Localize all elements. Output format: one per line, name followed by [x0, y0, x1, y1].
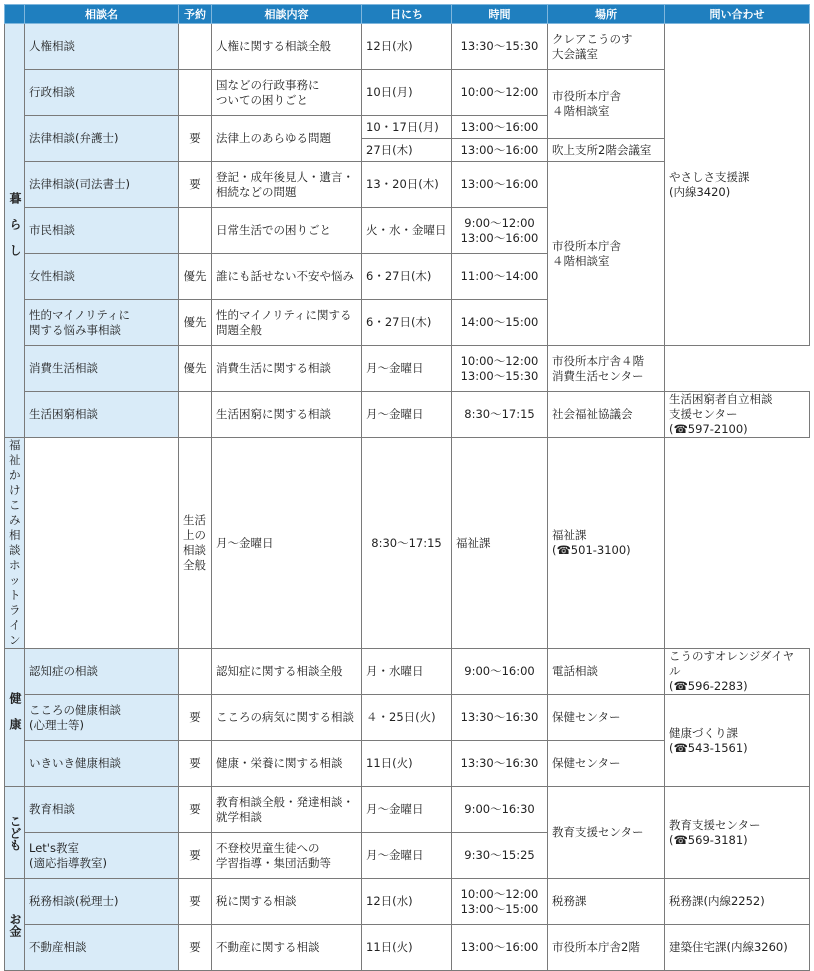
table-row	[5, 24, 810, 70]
content-cell: 生活困窮に関する相談	[212, 392, 362, 438]
date-cell: 10・17日(月)	[362, 116, 452, 139]
place-cell: 保健センター	[548, 741, 665, 787]
header-reservation: 予約	[179, 5, 212, 24]
consultation-name: 性的マイノリティに 関する悩み事相談	[25, 300, 179, 346]
contact-cell: 生活困窮者自立相談 支援センター (☎597-2100)	[665, 392, 810, 438]
category-life: 暮らし	[5, 24, 25, 438]
reservation-cell: 優先	[179, 346, 212, 392]
consultation-name: 不動産相談	[25, 925, 179, 971]
consultation-name: 福祉かけこみ相談 ホットライン	[5, 438, 25, 649]
content-cell: 性的マイノリティに関する 問題全般	[212, 300, 362, 346]
reservation-cell	[179, 70, 212, 116]
content-cell: 消費生活に関する相談	[212, 346, 362, 392]
content-cell: 生活上の相談全般	[179, 438, 212, 649]
date-cell: 月～金曜日	[212, 438, 362, 649]
place-cell: 市役所本庁舎４階 消費生活センター	[548, 346, 665, 392]
category-money: お金	[5, 879, 25, 971]
table-row	[5, 879, 810, 925]
place-cell: 税務課	[548, 879, 665, 925]
category-health: 健康	[5, 649, 25, 787]
time-cell: 9:00～16:30	[452, 787, 548, 833]
reservation-cell	[179, 649, 212, 695]
time-cell: 10:00～12:00 13:00～15:00	[452, 879, 548, 925]
header-category	[5, 5, 25, 24]
date-cell: 月～金曜日	[362, 346, 452, 392]
reservation-cell	[179, 208, 212, 254]
reservation-cell: 要	[179, 925, 212, 971]
content-cell: 誰にも話せない不安や悩み	[212, 254, 362, 300]
content-cell: 健康・栄養に関する相談	[212, 741, 362, 787]
place-cell: 市役所本庁舎 ４階相談室	[548, 70, 665, 139]
consultation-name: いきいき健康相談	[25, 741, 179, 787]
date-cell: 13・20日(木)	[362, 162, 452, 208]
date-cell: 11日(火)	[362, 925, 452, 971]
date-cell: 月・水曜日	[362, 649, 452, 695]
contact-cell: 税務課(内線2252)	[665, 879, 810, 925]
time-cell: 14:00～15:00	[452, 300, 548, 346]
consultation-name: 生活困窮相談	[25, 392, 179, 438]
header-time: 時間	[452, 5, 548, 24]
date-cell: 11日(火)	[362, 741, 452, 787]
consultation-name: 税務相談(税理士)	[25, 879, 179, 925]
consultation-name: 教育相談	[25, 787, 179, 833]
table-row	[5, 787, 810, 833]
time-cell: 10:00～12:00 13:00～15:30	[452, 346, 548, 392]
header-row	[5, 5, 810, 24]
table-row	[5, 925, 810, 971]
date-cell: 火・水・金曜日	[362, 208, 452, 254]
reservation-cell: 優先	[179, 254, 212, 300]
consultation-name: 法律相談(司法書士)	[25, 162, 179, 208]
consultation-name: 認知症の相談	[25, 649, 179, 695]
reservation-cell	[179, 392, 212, 438]
place-cell: クレアこうのす 大会議室	[548, 24, 665, 70]
category-children: こども	[5, 787, 25, 879]
table-row	[5, 392, 810, 438]
header-contact: 問い合わせ	[665, 5, 810, 24]
time-cell: 11:00～14:00	[452, 254, 548, 300]
time-cell: 13:30～16:30	[452, 741, 548, 787]
time-cell: 13:30～15:30	[452, 24, 548, 70]
consultation-name: Let's教室 (適応指導教室)	[25, 833, 179, 879]
content-cell: 法律上のあらゆる問題	[212, 116, 362, 162]
date-cell: 月～金曜日	[362, 392, 452, 438]
place-cell: 福祉課	[452, 438, 548, 649]
place-cell: 市役所本庁舎2階	[548, 925, 665, 971]
reservation-cell: 要	[179, 787, 212, 833]
date-cell: 27日(木)	[362, 139, 452, 162]
place-cell: 社会福祉協議会	[548, 392, 665, 438]
content-cell: 国などの行政事務に ついての困りごと	[212, 70, 362, 116]
consultation-name: 消費生活相談	[25, 346, 179, 392]
reservation-cell: 優先	[179, 300, 212, 346]
date-cell: 12日(水)	[362, 879, 452, 925]
reservation-cell	[25, 438, 179, 649]
consultation-name: 市民相談	[25, 208, 179, 254]
time-cell: 9:30～15:25	[452, 833, 548, 879]
consultation-name: 女性相談	[25, 254, 179, 300]
content-cell: 人権に関する相談全般	[212, 24, 362, 70]
contact-cell: 健康づくり課 (☎543-1561)	[665, 695, 810, 787]
table-row	[5, 695, 810, 741]
header-content: 相談内容	[212, 5, 362, 24]
content-cell: 税に関する相談	[212, 879, 362, 925]
content-cell: こころの病気に関する相談	[212, 695, 362, 741]
time-cell: 13:00～16:00	[452, 162, 548, 208]
contact-cell-shared: やさしさ支援課 (内線3420)	[665, 24, 810, 346]
place-cell: 教育支援センター	[548, 787, 665, 879]
table-row	[5, 438, 810, 649]
contact-cell: 福祉課 (☎501-3100)	[548, 438, 665, 649]
contact-cell: 建築住宅課(内線3260)	[665, 925, 810, 971]
header-date: 日にち	[362, 5, 452, 24]
date-cell: ４・25日(火)	[362, 695, 452, 741]
consultation-name: 行政相談	[25, 70, 179, 116]
contact-cell: こうのすオレンジダイヤル (☎596-2283)	[665, 649, 810, 695]
header-name: 相談名	[25, 5, 179, 24]
date-cell: 6・27日(木)	[362, 300, 452, 346]
place-cell: 市役所本庁舎 ４階相談室	[548, 162, 665, 346]
reservation-cell: 要	[179, 695, 212, 741]
reservation-cell: 要	[179, 162, 212, 208]
reservation-cell: 要	[179, 116, 212, 162]
content-cell: 登記・成年後見人・遺言・ 相続などの問題	[212, 162, 362, 208]
place-cell: 吹上支所2階会議室	[548, 139, 665, 162]
content-cell: 教育相談全般・発達相談・ 就学相談	[212, 787, 362, 833]
time-cell: 13:00～16:00	[452, 116, 548, 139]
date-cell: 月～金曜日	[362, 833, 452, 879]
header-place: 場所	[548, 5, 665, 24]
time-cell: 8:30～17:15	[452, 392, 548, 438]
reservation-cell: 要	[179, 879, 212, 925]
content-cell: 認知症に関する相談全般	[212, 649, 362, 695]
consultation-name: 法律相談(弁護士)	[25, 116, 179, 162]
consultation-schedule-table	[4, 4, 810, 971]
date-cell: 月～金曜日	[362, 787, 452, 833]
date-cell: 10日(月)	[362, 70, 452, 116]
time-cell: 10:00～12:00	[452, 70, 548, 116]
time-cell: 9:00～16:00	[452, 649, 548, 695]
place-cell: 保健センター	[548, 695, 665, 741]
reservation-cell: 要	[179, 833, 212, 879]
consultation-name: こころの健康相談 (心理士等)	[25, 695, 179, 741]
time-cell: 8:30～17:15	[362, 438, 452, 649]
time-cell: 13:30～16:30	[452, 695, 548, 741]
reservation-cell: 要	[179, 741, 212, 787]
content-cell: 不動産に関する相談	[212, 925, 362, 971]
table-row	[5, 346, 810, 392]
contact-cell: 教育支援センター (☎569-3181)	[665, 787, 810, 879]
reservation-cell	[179, 24, 212, 70]
content-cell: 日常生活での困りごと	[212, 208, 362, 254]
time-cell: 9:00～12:00 13:00～16:00	[452, 208, 548, 254]
time-cell: 13:00～16:00	[452, 139, 548, 162]
place-cell: 電話相談	[548, 649, 665, 695]
time-cell: 13:00～16:00	[452, 925, 548, 971]
date-cell: 12日(水)	[362, 24, 452, 70]
content-cell: 不登校児童生徒への 学習指導・集団活動等	[212, 833, 362, 879]
table-row	[5, 649, 810, 695]
date-cell: 6・27日(木)	[362, 254, 452, 300]
consultation-name: 人権相談	[25, 24, 179, 70]
